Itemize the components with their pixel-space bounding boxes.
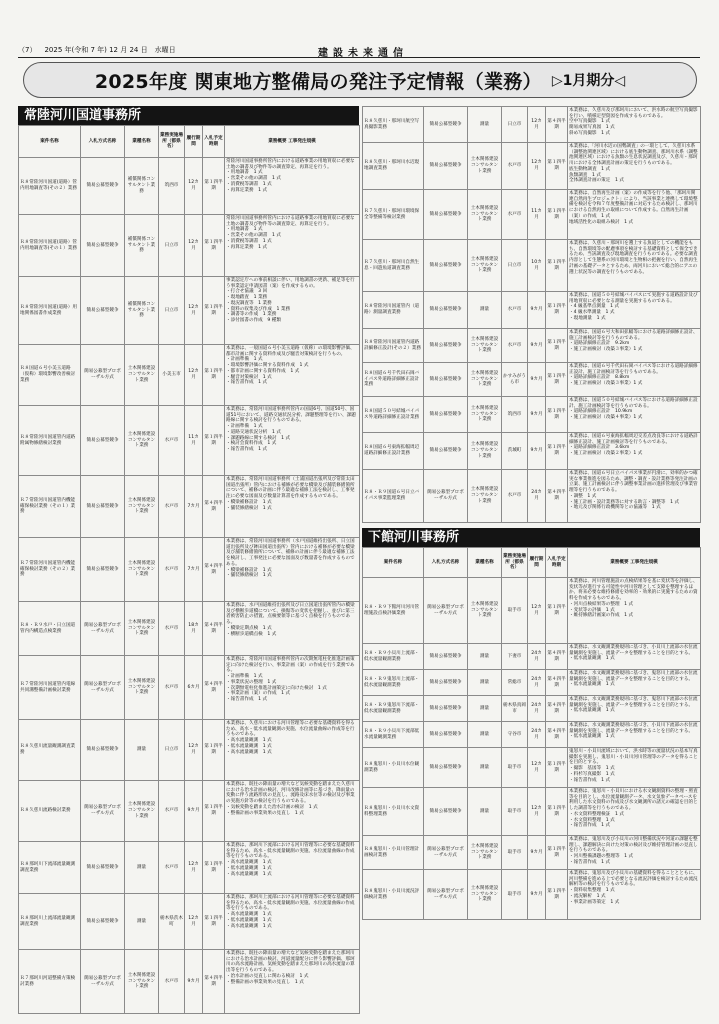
cell-project-name: Ｒ７久慈川・那珂川自然生息・回遊魚道調査業務 <box>363 240 424 292</box>
cell-bid-method: 簡易公募型競争 <box>424 107 468 143</box>
cell-bid-method: 簡易公募型プロポーザル方式 <box>424 578 468 644</box>
cell-industry: 土木関係建設コンサルタント業務 <box>468 240 502 292</box>
table-row <box>19 894 360 950</box>
cell-project-name: Ｒ７常陸河川国道管内電線共同溝整備計画検討業務 <box>19 656 81 720</box>
col-header: 案件名称 <box>19 126 81 158</box>
col-header: 案件名称 <box>363 548 424 578</box>
cell-industry: 測量 <box>468 644 502 670</box>
cell-location: 水戸市 <box>502 329 528 363</box>
cell-bid-timing: 第１四半期 <box>546 397 568 433</box>
cell-summary: 本業務は、那珂川下流部における河川管理等に必要な基礎資料を得るため、高水・低水流量観測の実施、水位流量曲線の作成等を行うものである。 ・高水流量観測 1 式 ・低水流量観測 1 式 ・高水流量観測 1 式 <box>225 842 360 894</box>
cell-bid-method: 簡易公募型競争 <box>424 240 468 292</box>
cell-industry: 測量 <box>468 748 502 788</box>
cell-location: 日立市 <box>159 277 185 345</box>
cell-industry: 補償関係コンサルタント業務 <box>125 158 159 215</box>
cell-bid-method: 簡易公募型プロポーザル方式 <box>81 345 125 406</box>
cell-period: 11カ月 <box>185 406 203 476</box>
cell-bid-timing: 第４四半期 <box>203 602 225 656</box>
cell-period: 12カ月 <box>185 720 203 781</box>
cell-bid-timing: 第１四半期 <box>203 277 225 345</box>
cell-location: 取手市 <box>502 836 528 870</box>
cell-bid-timing: 第１四半期 <box>203 720 225 781</box>
cell-project-name: Ｒ８久慈川・那珂川水辺現地調査業務 <box>363 143 424 190</box>
cell-period: 9カ月 <box>528 363 546 397</box>
shimodate-table <box>362 547 701 920</box>
col-header: 履行期間 <box>185 126 203 158</box>
cell-project-name: Ｒ７那珂川河道整備方策検討業務 <box>19 950 81 1014</box>
cell-period: 7カ月 <box>185 476 203 538</box>
cell-bid-timing: 第１四半期 <box>203 345 225 406</box>
cell-project-name: Ｒ８・Ｒ９小貝川下流部低水流量観測業務 <box>363 722 424 748</box>
cell-project-name: Ｒ８常陸河川国道管内道路詳細修正設計(その２）業務 <box>363 329 424 363</box>
cell-summary: 本業務は、既往の降雨量の増大など気候変動を踏まえた久慈川における治水計画の検討、河川改修計画等に基づき、降雨量の変動に伴う流路形状の見直し、流路及床水位等の検討及び事業の実施方針等の検討を行うものである。 ・気候変動を踏まえた治水計画の検討 1 式 ・整備計画の事業効果の見直し 1 式 <box>225 781 360 842</box>
cell-industry: 測量 <box>468 292 502 329</box>
cell-bid-timing: 第１四半期 <box>203 158 225 215</box>
cell-industry: 土木関係建設コンサルタント業務 <box>468 329 502 363</box>
cell-location: 取手市 <box>502 578 528 644</box>
table-row <box>363 870 701 920</box>
cell-location: 栃木県真岡市 <box>502 696 528 722</box>
cell-bid-timing: 第１四半期 <box>546 578 568 644</box>
cell-location: 日立市 <box>159 720 185 781</box>
cell-summary: 本業務は、国道５０号結城バイパス等における道路詳細修正設計、施工計画検討等を行うものである。 ・道路詳細修正設計 10.9km ・施工計画検討（改築４事業）1 式 <box>568 397 701 433</box>
cell-industry: 測量 <box>125 720 159 781</box>
table-row <box>19 277 360 345</box>
cell-period: 10カ月 <box>528 240 546 292</box>
cell-project-name: Ｒ８国道６号東海拡幅周辺道路詳細修正設計業務 <box>363 433 424 470</box>
cell-summary: 本業務は、水文観測業務規則に基づき、小貝川下流部の水位流量観測を実施し、流量データを整理することを目的とする。 ・低水流量観測 1 式 <box>568 722 701 748</box>
table-row <box>363 433 701 470</box>
title-banner <box>23 62 697 98</box>
cell-project-name: Ｒ８国道６号小美玉道路（仮称）環境影響改善検討業務 <box>19 345 81 406</box>
cell-summary: 本業務は、鬼怒川・小貝川における水文観測資料の整理・照査等を目的とし、水位流量観測データ、水文気象データベースを利用した水文資料の作成及び水文観測所の諸元の確認を目的とした調書等を行うものである。 ・水文資料整理検証 1 式 ・水文資料整理 1 式 ・報告書作成 1 式 <box>568 788 701 836</box>
cell-industry: 土木関係建設コンサルタント業務 <box>468 190 502 240</box>
cell-project-name: Ｒ８・Ｒ９小貝川上流部・低水流量観測業務 <box>363 644 424 670</box>
cell-project-name: Ｒ８久慈川流路検討業務 <box>19 781 81 842</box>
cell-period: 9カ月 <box>528 870 546 920</box>
cell-period: 9カ月 <box>528 836 546 870</box>
cell-period: 12カ月 <box>185 894 203 950</box>
cell-bid-method: 簡易公募型競争 <box>424 722 468 748</box>
cell-bid-timing: 第１四半期 <box>203 842 225 894</box>
cell-summary: 本業務は、河川管理施設の点検結果等を基に変状等を評価し、変状等が進行する可能性や河川管理として支障を整理するほか、将来必要な維持修繕を効率的・効果的に実施するための資料を作成するものである。 ・河川点検結果等の整理 1 式 ・変状等の評価 1 式 ・維持修繕計画案の作成 1 式 <box>568 578 701 644</box>
cell-location: 栃木県茨木町 <box>159 894 185 950</box>
cell-bid-method: 簡易公募型競争 <box>424 292 468 329</box>
col-header: 業務実施場所（都県名） <box>502 548 528 578</box>
cell-period: 7カ月 <box>185 538 203 602</box>
cell-location: 小美玉市 <box>159 345 185 406</box>
cell-summary: 本業務は、水文観測業務規則に基づき、小貝川上流部の水位流量観測を実施し、流量データを整理することを目的とする。 ・低水流量観測 1 式 <box>568 644 701 670</box>
cell-industry: 測量 <box>468 107 502 143</box>
table-row <box>363 578 701 644</box>
cell-period: 12カ月 <box>528 143 546 190</box>
table-row <box>19 538 360 602</box>
cell-bid-timing: 第１四半期 <box>546 748 568 788</box>
table-row <box>19 781 360 842</box>
table-row <box>363 644 701 670</box>
cell-bid-timing: 第４四半期 <box>546 722 568 748</box>
cell-location: 水戸市 <box>159 406 185 476</box>
cell-period: 24カ月 <box>528 722 546 748</box>
cell-industry: 土木関係建設コンサルタント業務 <box>468 578 502 644</box>
cell-location: 下妻市 <box>502 644 528 670</box>
cell-industry: 測量 <box>468 722 502 748</box>
cell-location: 取手市 <box>502 748 528 788</box>
cell-location: 日立市 <box>502 240 528 292</box>
cell-industry: 土木関係建設コンサルタント業務 <box>125 781 159 842</box>
left-column <box>18 106 359 1014</box>
cell-location: 水戸市 <box>159 842 185 894</box>
cell-bid-method: 簡易公募型競争 <box>424 696 468 722</box>
cell-summary: 本業務は、「河川水辺の国勢調査」の一環として、久慈川水系（調整池関連区域）における底生動物調査、那珂川水系（調整池関連区域）における魚類の生息状況調査及び、久慈川・那珂川における全体調査計画の策定を行うものである。 底生動物調査 1 式 魚類調査 1 式 全体調査計画の策定 1 式 <box>568 143 701 190</box>
cell-bid-method: 簡易公募型競争 <box>424 190 468 240</box>
cell-bid-method: 簡易公募型競争 <box>424 329 468 363</box>
table-row <box>363 329 701 363</box>
cell-bid-timing: 第１四半期 <box>546 240 568 292</box>
hitachi-table-cont <box>362 106 701 523</box>
cell-industry: 測量 <box>125 894 159 950</box>
cell-location: 筑西市 <box>159 158 185 215</box>
cell-period: 24カ月 <box>528 696 546 722</box>
cell-period: 11カ月 <box>528 190 546 240</box>
table-row <box>363 696 701 722</box>
cell-industry: 測量 <box>468 696 502 722</box>
publication-name: 建設未来通信 <box>318 48 408 59</box>
cell-industry: 土木関係建設コンサルタント業務 <box>468 870 502 920</box>
cell-bid-timing: 第１四半期 <box>203 215 225 277</box>
header-row <box>363 548 701 578</box>
cell-period: 24カ月 <box>528 644 546 670</box>
cell-bid-timing: 第４四半期 <box>546 107 568 143</box>
cell-bid-method: 簡易公募型競争 <box>81 277 125 345</box>
cell-summary: 本業務は、常陸河川国道事務所管内の次期無電柱化推進計画策定に向けた検討を行い、事業計画（案）の作成を行う業務である。 ・計画準備 1 式 ・事業状況の整理 1 式 ・次期無電柱化推進計画策定に向けた検討 1 式 ・事業計画（案）の作成 1 式 ・報告書作成 1 式 <box>225 656 360 720</box>
cell-location: 水戸市 <box>159 538 185 602</box>
cell-bid-timing: 第４四半期 <box>546 670 568 696</box>
cell-bid-method: 簡易公募型競争 <box>424 788 468 836</box>
cell-industry: 土木関係建設コンサルタント業務 <box>125 406 159 476</box>
cell-period: 12カ月 <box>528 788 546 836</box>
cell-project-name: Ｒ８鬼怒川・小貝川水位観測業務 <box>363 748 424 788</box>
col-header: 入札方式名称 <box>424 548 468 578</box>
cell-period: 12カ月 <box>528 748 546 788</box>
table-row <box>363 670 701 696</box>
col-header: 履行期間 <box>528 548 546 578</box>
cell-period: 12カ月 <box>185 842 203 894</box>
issue-date: 2025 年(令和 7 年) 12 月 24 日 水曜日 <box>44 46 176 54</box>
cell-project-name: Ｒ８久慈川流量観測調査業務 <box>19 720 81 781</box>
cell-industry: 測量 <box>468 670 502 696</box>
table-row <box>363 143 701 190</box>
cell-summary: 本業務は、久慈川及び那珂川において、洪水時の航空写真撮影を行い、噴様定型資図を作成するものである。 空中写真撮影 1 式 簡易成果写真図 1 式 斜め写真撮影 1 式 <box>568 107 701 143</box>
cell-bid-method: 簡易公募型競争 <box>81 476 125 538</box>
cell-project-name: Ｒ８鬼怒川・小貝川流況評価検討業務 <box>363 870 424 920</box>
cell-location: 水戸市 <box>159 476 185 538</box>
cell-bid-method: 簡易公募型プロポーザル方式 <box>424 870 468 920</box>
table-row <box>19 215 360 277</box>
cell-project-name: Ｒ８・Ｒ９鬼怒川上流部・低水流量観測業務 <box>363 670 424 696</box>
cell-project-name: Ｒ７常陸河川国道管内機能確保検討業務（その１）業務 <box>19 476 81 538</box>
cell-bid-timing: 第４四半期 <box>203 538 225 602</box>
cell-location: 水戸市 <box>502 292 528 329</box>
table-row <box>363 397 701 433</box>
table-row <box>363 240 701 292</box>
cell-summary: 本業務は、国道６号千代田石岡バイパス等における道路詳細修正設計、施工計画検討等を行うものである。 ・道路詳細修正設計 8.8km ・施工計画検討（改築３事業）1 式 <box>568 363 701 397</box>
cell-period: 9カ月 <box>528 433 546 470</box>
cell-period: 9カ月 <box>528 292 546 329</box>
table-row <box>363 836 701 870</box>
cell-summary: 事業認定庁への事前相談に伴い、用地調書の更新、補足等を行う事業認定申請図書（案）を作成するもの。 ・打合せ協議 3 回 ・現地踏査 1 業務 ・現況調査等 1 業務 ・資料の収集及び作成 1 業務 ・調書等の作成 1 業務 ・添付図書の作成 9 種類 <box>225 277 360 345</box>
cell-project-name: Ｒ８国道５０号結城バイパス外道路詳細修正設計業務 <box>363 397 424 433</box>
cell-bid-method: 簡易公募型競争 <box>424 670 468 696</box>
cell-bid-method: 簡易公募型競争 <box>424 433 468 470</box>
cell-bid-method: 簡易公募型競争 <box>424 363 468 397</box>
cell-summary: 本業務は、水文観測業務規則に基づき、鬼怒川上流部の水位流量観測を実施し、流量データを整理することを目的とする。 ・低水流量観測 1 式 <box>568 670 701 696</box>
cell-industry: 土木関係建設コンサルタント業務 <box>468 433 502 470</box>
cell-bid-timing: 第１四半期 <box>546 143 568 190</box>
cell-project-name: Ｒ８那珂川下流部流量観測調査業務 <box>19 842 81 894</box>
cell-period: 9カ月 <box>528 329 546 363</box>
table-row <box>19 158 360 215</box>
cell-summary: 本業務は、水戸国道維持出張所及び日立国道出張所管内の橋梁及び横断歩道橋について、損傷等の変状を把握し、並びに第三者被害防止の措置、点検要領等に基づく点検を行うものである。 ・橋梁定期点検 1 式 ・横断歩道橋点検 1 式 <box>225 602 360 656</box>
header-rule <box>18 57 700 58</box>
cell-industry: 土木関係建設コンサルタント業務 <box>125 602 159 656</box>
cell-period: 24カ月 <box>528 670 546 696</box>
right-column <box>362 106 700 920</box>
table-row <box>363 107 701 143</box>
cell-project-name: Ｒ８・Ｒ９水戸・日立国道管内内構造点検業務 <box>19 602 81 656</box>
col-header: 業種名称 <box>125 126 159 158</box>
cell-bid-method: 簡易公募型プロポーザル方式 <box>81 602 125 656</box>
cell-summary: 本業務は、常陸河川国道事務所管内の国道6号、国道50号、国道51号において、道路交通状況分析、課題整理等を行い、課題路線に関する検討を行うものである。 ・計画準備 1 式 ・道路交通状況分析 1 式 ・課題路線に関する検討 1 式 ・検討会資料作成 1 式 ・報告書作成 1 式 <box>225 406 360 476</box>
period-label: ▷1月期分◁ <box>551 73 626 89</box>
col-header: 入札予定時期 <box>203 126 225 158</box>
cell-bid-timing: 第４四半期 <box>203 656 225 720</box>
section-shimodate: 下館河川事務所 <box>362 528 700 547</box>
cell-industry: 土木関係建設コンサルタント業務 <box>125 476 159 538</box>
cell-location: 茨城町 <box>502 433 528 470</box>
table-row <box>19 602 360 656</box>
cell-bid-method: 簡易公募型競争 <box>81 842 125 894</box>
cell-project-name: Ｒ８那珂川上流部流量観測調査業務 <box>19 894 81 950</box>
cell-industry: 測量 <box>468 788 502 836</box>
cell-industry: 補償関係コンサルタント業務 <box>125 277 159 345</box>
cell-industry: 測量 <box>125 842 159 894</box>
cell-period: 18カ月 <box>185 602 203 656</box>
table-row <box>363 363 701 397</box>
cell-location: 筑西市 <box>502 397 528 433</box>
cell-project-name: Ｒ８国道６号千代田石岡バイパス外道路詳細修正設計業務 <box>363 363 424 397</box>
cell-industry: 土木関係建設コンサルタント業務 <box>125 345 159 406</box>
cell-location: 日立市 <box>502 107 528 143</box>
cell-bid-method: 簡易公募型競争 <box>424 644 468 670</box>
cell-bid-timing: 第１四半期 <box>546 788 568 836</box>
cell-period: 12カ月 <box>185 277 203 345</box>
cell-summary: 本業務は、鬼怒川及び小貝川の河川整備状況や河道の課題を整理し、課題解決に向けた対策の検討及び維持管理計画の見直しを行うものである。 ・河川整備課題の整理等 1 式 ・報告書作成 1 式 <box>568 836 701 870</box>
cell-bid-timing: 第４四半期 <box>546 644 568 670</box>
cell-summary: 本業務は、国道６号大和田拡幅等における道路詳細修正設計、施工計画検討等を行うものである。 ・道路詳細修正設計 9.2km ・施工計画検討（改築３事業）1 式 <box>568 329 701 363</box>
table-row <box>19 345 360 406</box>
cell-location: 水戸市 <box>159 602 185 656</box>
cell-location: 水戸市 <box>159 656 185 720</box>
cell-period: 12カ月 <box>185 158 203 215</box>
cell-summary: 本業務は、一般国道６号小美玉道路（仮称）の環境影響評価、都市計画に関する資料作成及び騒音対策検討を行うもの。 ・計画準備 1 式 ・環境影響評価に関する資料作成 1 式 ・都市計画に関する資料作成 1 式 ・騒音対策検討 1 式 ・報告書作成 1 式 <box>225 345 360 406</box>
masthead <box>18 44 700 59</box>
cell-project-name: Ｒ８鬼怒川・小貝川管理計画検討業務 <box>363 836 424 870</box>
cell-period: 12カ月 <box>185 345 203 406</box>
cell-location: 水戸市 <box>502 143 528 190</box>
cell-industry: 土木関係建設コンサルタント業務 <box>125 538 159 602</box>
cell-bid-method: 簡易公募型プロポーザル方式 <box>424 470 468 523</box>
table-row <box>363 292 701 329</box>
cell-bid-method: 簡易公募型競争 <box>81 538 125 602</box>
cell-bid-method: 簡易公募型競争 <box>81 406 125 476</box>
table-row <box>19 656 360 720</box>
section-hitachi: 常陸河川国道事務所 <box>18 106 359 125</box>
cell-bid-method: 簡易公募型プロポーザル方式 <box>81 656 125 720</box>
cell-industry: 土木関係建設コンサルタント業務 <box>468 143 502 190</box>
cell-summary: 本業務は、既往の降雨量の増大など気候変動を踏まえた那珂川における治水計画の検討、河道流量配分に伴う影響評価、那珂川の高水流路計画、気候変動を踏まえた那珂川の高水流量の算出等を行うものである。 ・治水計画の見直しに関わる検討 1 式 ・整備計画の事業効果の見直し 1 式 <box>225 950 360 1014</box>
cell-location: かすみがうら市 <box>502 363 528 397</box>
cell-bid-method: 簡易公募型競争 <box>424 748 468 788</box>
cell-industry: 土木関係建設コンサルタント業務 <box>468 836 502 870</box>
cell-location: 日立市 <box>159 215 185 277</box>
col-header: 業務概要 工事発注規模 <box>225 126 360 158</box>
col-header: 入札予定時期 <box>546 548 568 578</box>
cell-industry: 土木関係建設コンサルタント業務 <box>125 950 159 1014</box>
cell-project-name: Ｒ８・Ｒ９鬼怒川下流部・低水流量観測業務 <box>363 696 424 722</box>
cell-project-name: Ｒ８・Ｒ９国道６号日立バイパス事業監理業務 <box>363 470 424 523</box>
cell-project-name: Ｒ７久慈川・那珂川環境保全等整備等検討業務 <box>363 190 424 240</box>
cell-bid-timing: 第１四半期 <box>546 836 568 870</box>
table-row <box>19 476 360 538</box>
cell-location: 取手市 <box>502 870 528 920</box>
cell-bid-timing: 第４四半期 <box>203 476 225 538</box>
cell-summary: 本業務は、常陸河川国道事務所（土浦国道出張所及び常陸太田国道出張所）管内における補修が必要な橋梁及び舗装修繕箇所について、補修の計画に伴う最適な補修工法を検討し、工事発注に必要な図面及び数量計算書を作成するものである。 ・橋梁補修設計 1 式 ・舗装修繕検討 1 式 <box>225 476 360 538</box>
cell-bid-method: 簡易公募型競争 <box>81 720 125 781</box>
table-row <box>363 748 701 788</box>
table-row <box>363 722 701 748</box>
cell-bid-method: 簡易公募型競争 <box>424 143 468 190</box>
cell-summary: 本業務は、那珂川上流部における河川管理等に必要な基礎資料を得るため、高水・低水流量観測の実施、水位流量曲線の作成等を行うものである。 ・高水流量観測 1 式 ・低水流量観測 1 式 ・高水流量観測 1 式 <box>225 894 360 950</box>
cell-bid-method: 簡易公募型競争 <box>424 397 468 433</box>
page-title: 2025年度 関東地方整備局の発注予定情報（業務） <box>94 70 542 93</box>
cell-industry: 土木関係建設コンサルタント業務 <box>125 656 159 720</box>
cell-period: 6カ月 <box>185 656 203 720</box>
cell-industry: 土木関係建設コンサルタント業務 <box>468 470 502 523</box>
cell-location: 守谷市 <box>502 722 528 748</box>
hitachi-table <box>18 125 360 1014</box>
cell-bid-method: 簡易公募型プロポーザル方式 <box>81 950 125 1014</box>
cell-bid-method: 簡易公募型競争 <box>81 158 125 215</box>
cell-bid-method: 簡易公募型競争 <box>81 215 125 277</box>
table-row <box>19 950 360 1014</box>
table-row <box>363 190 701 240</box>
cell-project-name: Ｒ８常陸河川国道(道路）管内用地調査等(その１）業務 <box>19 215 81 277</box>
cell-project-name: Ｒ７常陸河川国道管内機能確保検討業務（その２）業務 <box>19 538 81 602</box>
cell-bid-timing: 第４四半期 <box>203 950 225 1014</box>
cell-bid-method: 簡易公募型競争 <box>81 894 125 950</box>
table-row <box>19 720 360 781</box>
cell-summary: 常陸河川国道事務所管内における道路事業の用地買収に必要な土地の調書及び物件等の調査算定、再算定を行う。 ・用地調書 1 式 ・営業その他の調書 1 式 ・消費税等調書 1 式 ・再算定業務 1 式 <box>225 158 360 215</box>
cell-industry: 補償関係コンサルタント業務 <box>125 215 159 277</box>
cell-bid-timing: 第１四半期 <box>203 894 225 950</box>
col-header: 入札方式名称 <box>81 126 125 158</box>
table-row <box>19 842 360 894</box>
cell-period: 24カ月 <box>528 470 546 523</box>
cell-project-name: Ｒ８常陸河川国道(道路）管内用地調査等(その２）業務 <box>19 158 81 215</box>
col-header: 業務概要 工事発注規模 <box>568 548 701 578</box>
cell-summary: 鬼怒川・小貝川流域において、洪水時等の流量状況の基本写真撮影を実施し、鬼怒川・小貝川河川管理等のデータを得ることを目的とする。 ・撮影 基図等 1 式 ・料杉写真撮影 1 式 ・報告書作成 1 式 <box>568 748 701 788</box>
cell-project-name: Ｒ８常陸河川国道管内道路附属物修繕検討業務 <box>19 406 81 476</box>
cell-bid-timing: 第４四半期 <box>546 470 568 523</box>
cell-period: 9カ月 <box>185 950 203 1014</box>
col-header: 業務実施場所（都県名） <box>159 126 185 158</box>
cell-bid-timing: 第１四半期 <box>546 363 568 397</box>
cell-summary: 本業務は、久慈川・那珂川を遡上する魚道としての機能をもち、自然環境等の配慮事項を検討する基礎資料として保全できるため、当該調査及び現地調査を行うものである。必要な調査内容として生態系の河川環境と生物相の把握を行い、自然再生計画の基礎データとするため、両河川において総合的にアユの遡上状況等の調査を行うものである。 <box>568 240 701 292</box>
cell-bid-timing: 第１四半期 <box>546 292 568 329</box>
cell-location: 水戸市 <box>502 470 528 523</box>
cell-project-name: Ｒ８久慈川・那珂川航空写真撮影業務 <box>363 107 424 143</box>
cell-location: 取手市 <box>502 788 528 836</box>
cell-project-name: Ｒ８鬼怒川・小貝川水文資料整理業務 <box>363 788 424 836</box>
cell-bid-method: 簡易公募型プロポーザル方式 <box>81 781 125 842</box>
cell-summary: 本業務は、国道６号東海拡幅周辺交差点改良等における道路詳細修正設計、施工計画検討等を行うものである。 ・道路詳細修正設計 3.6km ・施工計画検討（改築２事業）1 式 <box>568 433 701 470</box>
cell-bid-timing: 第１四半期 <box>546 190 568 240</box>
cell-location: 水戸市 <box>159 781 185 842</box>
cell-location: 常総市 <box>502 670 528 696</box>
cell-project-name: Ｒ８常陸河川国道管内（道路）測量調査業務 <box>363 292 424 329</box>
cell-summary: 本業務は、常陸河川国道事務所（水戸国道維持出張所、日立国道出張所及び鉾田国道出張所）管内における補修が必要な橋梁及び舗装修繕箇所について、補修の計画に伴う最適な補修工法を検討し、工事発注に必要な図面及び数量書を作成するものである。 ・橋梁補修設計 1 式 ・舗装修繕検討 1 式 <box>225 538 360 602</box>
cell-project-name: Ｒ８・Ｒ９下館河川河川管理施設点検評価業務 <box>363 578 424 644</box>
cell-summary: 常陸河川国道事務所管内における道路事業の用地買収に必要な土地の調書及び物件等の調査算定、再算定を行う。 ・用地調書 1 式 ・営業その他の調書 1 式 ・消費税等調書 1 式 ・再算定業務 1 式 <box>225 215 360 277</box>
cell-bid-timing: 第１四半期 <box>203 781 225 842</box>
cell-bid-timing: 第１四半期 <box>546 329 568 363</box>
table-row <box>363 470 701 523</box>
cell-period: 9カ月 <box>528 397 546 433</box>
cell-bid-timing: 第１四半期 <box>203 406 225 476</box>
cell-summary: 本業務は、久慈川における河川管理等に必要な基礎資料を得るため、高水・低水流量観測の実施、水位流量曲線の作成等を行うものである。 ・高水流量観測 1 式 ・低水流量観測 1 式 ・高水流量観測 1 式 <box>225 720 360 781</box>
table-row <box>363 788 701 836</box>
cell-summary: 本業務は、水文観測業務規則に基づき、鬼怒川下流部の水位流量観測を実施し、流量データを整理することを目的とする。 ・低水流量観測 1 式 <box>568 696 701 722</box>
cell-summary: 本業務は、国道５０号結城バイパスにて実施する道路設計及び用地買収に必要となる測量を実施するものである。 ・4 級基準点測量 1 式 ・4 級水準測量 1 式 ・現地測量 1 式 <box>568 292 701 329</box>
cell-summary: 本業務は、自然再生計画（案）の作成等を行う他、「那珂川関連自然再生プロジェクト」により、当該事業と連携して環境整備を検討を令和７年度整備計画に対応するため検討し、那珂川における自然再生の取組について作成する。自然再生計画（案）の作成 1 式 地域活性化の取組み検討 1 式 <box>568 190 701 240</box>
cell-period: 12カ月 <box>528 107 546 143</box>
table-row <box>19 406 360 476</box>
cell-industry: 土木関係建設コンサルタント業務 <box>468 363 502 397</box>
cell-bid-timing: 第１四半期 <box>546 870 568 920</box>
cell-location: 水戸市 <box>502 190 528 240</box>
cell-period: 12カ月 <box>185 215 203 277</box>
col-header: 業種名称 <box>468 548 502 578</box>
cell-period: 12カ月 <box>528 578 546 644</box>
cell-summary: 本業務は、鬼怒川及び小貝川の基礎資料を得ることとともに、河川整備を進める上で必要となる流況評価を検討するため流況解析等の検討を行うものである。 ・資料収集整理 1 式 ・流況解析 1 式 ・事業計画等策定 1 式 <box>568 870 701 920</box>
cell-industry: 土木関係建設コンサルタント業務 <box>468 397 502 433</box>
page-number: （7） <box>18 46 37 54</box>
cell-period: 9カ月 <box>185 781 203 842</box>
cell-location: 水戸市 <box>159 950 185 1014</box>
cell-bid-timing: 第４四半期 <box>546 696 568 722</box>
cell-summary: 本業務は、国道６号日立バイパス事業が円滑に、効率的かつ確実な事業推進を図るため、調整・調査・設計業務等発注計画の立案、施工計画検討に伴う調整事業計画の進捗管理及び事業管理等を行うものである。 ・調整 1 式 ・施工計画・設計業務等に対する助言・調整等 1 式 ・地元及び関係行政機関等との協議等 1 式 <box>568 470 701 523</box>
cell-bid-method: 簡易公募型プロポーザル方式 <box>424 836 468 870</box>
cell-bid-timing: 第１四半期 <box>546 433 568 470</box>
header-row <box>19 126 360 158</box>
cell-project-name: Ｒ８常陸河川国道(道路）用地関係図書作成業務 <box>19 277 81 345</box>
